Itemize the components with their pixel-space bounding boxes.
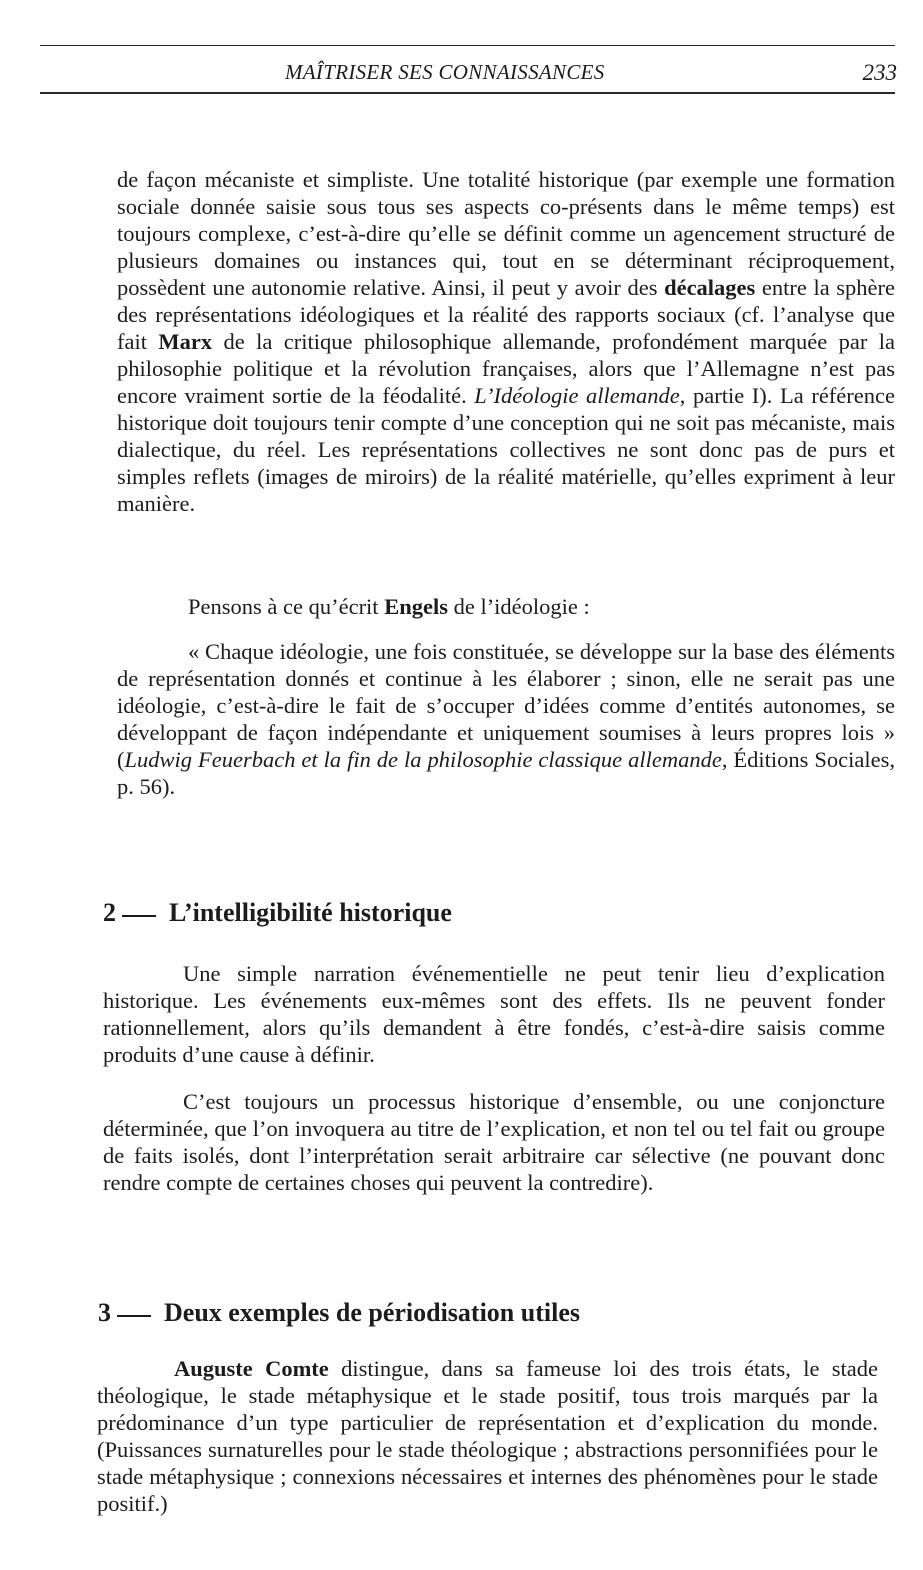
paragraph-engels-intro: Pensons à ce qu’écrit Engels de l’idéologie : xyxy=(188,594,590,619)
work-title-ludwig-feuerbach: Ludwig Feuerbach et la fin de la philosophie classique allemande xyxy=(124,747,722,772)
section-dash xyxy=(122,915,156,917)
section-3-number: 3 xyxy=(98,1298,111,1327)
name-auguste-comte: Auguste Comte xyxy=(174,1356,329,1381)
section-2-number: 2 xyxy=(103,898,116,927)
name-marx: Marx xyxy=(158,329,213,354)
header-top-rule xyxy=(40,45,895,46)
section-dash xyxy=(117,1315,151,1317)
name-engels: Engels xyxy=(384,594,448,619)
section-3-title: Deux exemples de périodisation utiles xyxy=(164,1298,580,1327)
section-3-paragraph-1: Auguste Comte distingue, dans sa fameuse loi des trois états, le stade théologique, le stade métaphysique et le stade positif, tous trois marqués par la prédominance d’un type particulier de représentation et d’explication du monde. (Puissances surnaturelles pour le stade théologique ; abstractions personnifiées pour le stade métaphysique ; connexions nécessaires et internes des phénomènes pour le stade positif.) xyxy=(97,1356,879,1516)
running-title: MAÎTRISER SES CONNAISSANCES xyxy=(285,60,605,84)
section-2-paragraph-2: C’est toujours un processus historique d’ensemble, ou une conjoncture déterminée, que l’on invoquera au titre de l’explication, et non tel ou tel fait ou groupe de faits isolés, dont l’interprétation serait arbitraire car sélective (ne pouvant donc rendre compte de certaines choses qui peuvent la contredire). xyxy=(103,1089,885,1195)
section-2-heading xyxy=(103,898,452,928)
section-2-paragraph-1: Une simple narration événementielle ne peut tenir lieu d’explication historique. Les événements eux-mêmes sont des effets. Ils ne peuvent fonder rationnellement, alors qu’ils demandent à être fondés, c’est-à-dire saisis comme produits d’une cause à définir. xyxy=(103,961,885,1067)
header-bottom-rule xyxy=(40,92,895,94)
section-3-heading xyxy=(98,1298,580,1328)
section-2-title: L’intelligibilité historique xyxy=(169,898,452,927)
paragraph-historical-totality: de façon mécaniste et simpliste. Une totalité historique (par exemple une formation sociale donnée saisie sous tous ses aspects co-présents dans le même temps) est toujours complexe, c’est-à-dire qu’elle se définit comme un agencement structuré de plusieurs domaines ou instances qui, tout en se déterminant réciproquement, possèdent une autonomie relative. Ainsi, il peut y avoir des décalages entre la sphère des représentations idéologiques et la réalité des rapports sociaux (cf. l’analyse que fait Marx de la critique philosophique allemande, profondément marquée par la philosophie politique et la révolution françaises, alors que l’Allemagne n’est pas encore vraiment sortie de la féodalité. L’Idéologie allemande, partie I). La référence historique doit toujours tenir compte d’une conception qui ne soit pas mécaniste, mais dialectique, du réel. Les représentations collectives ne sont donc pas de purs et simples reflets (images de miroirs) de la réalité matérielle, qu’elles expriment à leur manière. xyxy=(117,167,895,516)
term-decalages: décalages xyxy=(664,275,756,300)
work-title-ideologie-allemande: L’Idéologie allemande xyxy=(474,383,680,408)
page-number: 233 xyxy=(862,60,897,85)
engels-quotation: « Chaque idéologie, une fois constituée, se développe sur la base des éléments de représentation donnés et continue à les élaborer ; sinon, elle ne serait pas une idéologie, c’est-à-dire le fait de s’occuper d’idées comme d’entités autonomes, se développant de façon indépendante et uniquement soumises à leurs propres lois » (Ludwig Feuerbach et la fin de la philosophie classique allemande, Éditions Sociales, p. 56). xyxy=(117,639,895,799)
